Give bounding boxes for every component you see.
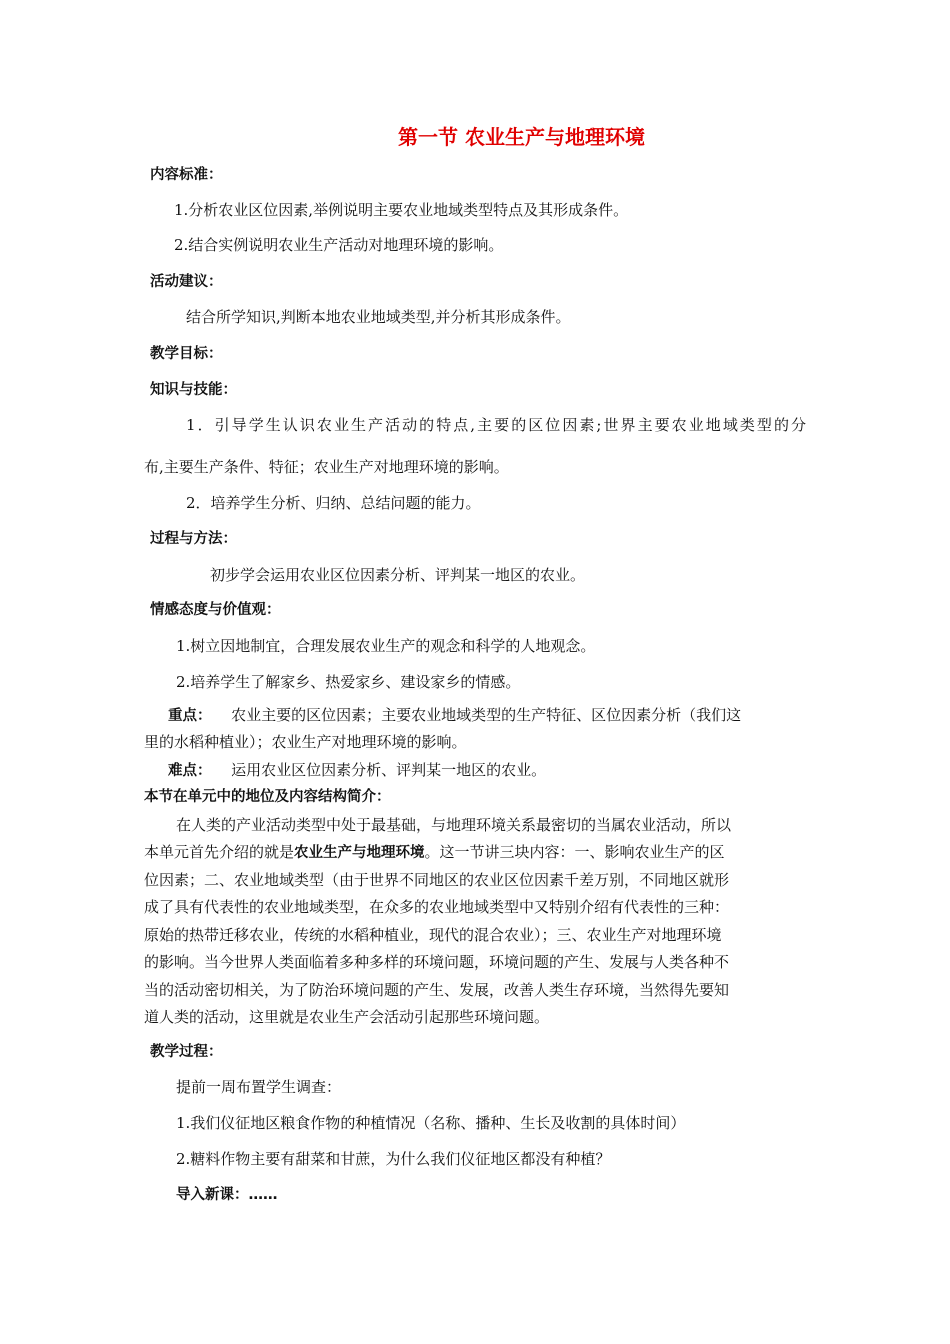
process-method-heading: 过程与方法：: [150, 531, 237, 547]
difficult-points: [168, 760, 546, 781]
structure-line-3: 位因素；二、农业地域类型（由于世界不同地区的农业区位因素千差万别，不同地区就形: [144, 871, 730, 889]
teaching-process-item-1: 1.我们仪征地区粮食作物的种植情况（名称、播种、生长及收割的具体时间）: [176, 1114, 686, 1132]
process-method-text: 初步学会运用农业区位因素分析、评判某一地区的农业。: [210, 566, 586, 584]
activity-heading: 活动建议：: [150, 274, 223, 290]
structure-line-7: 当的活动密切相关，为了防治环境问题的产生、发展，改善人类生存环境，当然得先要知: [144, 981, 730, 999]
structure-line-2-post: 。这一节讲三块内容：一、影响农业生产的区: [424, 843, 725, 861]
difficult-points-text: 运用农业区位因素分析、评判某一地区的农业。: [231, 761, 547, 779]
structure-line-2-pre: 本单元首先介绍的就是: [144, 843, 295, 861]
key-points-line-2: 里的水稻种植业）；农业生产对地理环境的影响。: [144, 733, 467, 751]
difficult-points-label: 难点：: [168, 763, 212, 779]
content-standard-item-2: 2.结合实例说明农业生产活动对地理环境的影响。: [174, 236, 504, 254]
structure-line-2-bold: 农业生产与地理环境: [294, 845, 425, 861]
knowledge-item-2: 2．培养学生分析、归纳、总结问题的能力。: [186, 494, 481, 512]
structure-line-1: 在人类的产业活动类型中处于最基础，与地理环境关系最密切的当属农业活动，所以: [176, 816, 732, 834]
lead-in: 导入新课：……: [176, 1187, 278, 1203]
emotion-heading: 情感态度与价值观：: [150, 602, 281, 618]
structure-line-6: 的影响。当今世界人类面临着多种多样的环境问题，环境问题的产生、发展与人类各种不: [144, 953, 730, 971]
structure-line-4: 成了具有代表性的农业地域类型，在众多的农业地域类型中又特别介绍有代表性的三种：: [144, 898, 730, 916]
structure-line-2: [144, 842, 725, 863]
knowledge-heading: 知识与技能：: [150, 382, 237, 398]
teaching-process-heading: 教学过程：: [150, 1044, 223, 1060]
structure-line-5: 原始的热带迁移农业，传统的水稻种植业，现代的混合农业）；三、农业生产对地理环境: [144, 926, 722, 944]
teaching-process-item-2: 2.糖料作物主要有甜菜和甘蔗，为什么我们仪征地区都没有种植？: [176, 1150, 611, 1168]
structure-heading: 本节在单元中的地位及内容结构简介：: [144, 789, 391, 805]
goals-heading: 教学目标：: [150, 346, 223, 362]
content-standard-item-1: 1.分析农业区位因素,举例说明主要农业地域类型特点及其形成条件。: [174, 201, 629, 219]
activity-text: 结合所学知识,判断本地农业地域类型,并分析其形成条件。: [186, 308, 571, 326]
knowledge-item-1-line-1: 1．引导学生认识农业生产活动的特点,主要的区位因素;世界主要农业地域类型的分: [186, 416, 806, 434]
emotion-item-1: 1.树立因地制宜，合理发展农业生产的观念和科学的人地观念。: [176, 637, 596, 655]
page-title: 第一节 农业生产与地理环境: [398, 125, 645, 149]
content-standard-heading: 内容标准：: [150, 167, 223, 183]
structure-line-8: 道人类的活动，这里就是农业生产会活动引起那些环境问题。: [144, 1008, 550, 1026]
emotion-item-2: 2.培养学生了解家乡、热爱家乡、建设家乡的情感。: [176, 673, 521, 691]
key-points-text-1: 农业主要的区位因素；主要农业地域类型的生产特征、区位因素分析（我们这: [231, 706, 742, 724]
key-points-line-1: [168, 705, 741, 726]
key-points-label: 重点：: [168, 708, 212, 724]
knowledge-item-1-line-2: 布,主要生产条件、特征；农业生产对地理环境的影响。: [144, 458, 509, 476]
teaching-process-intro: 提前一周布置学生调查：: [176, 1078, 342, 1096]
